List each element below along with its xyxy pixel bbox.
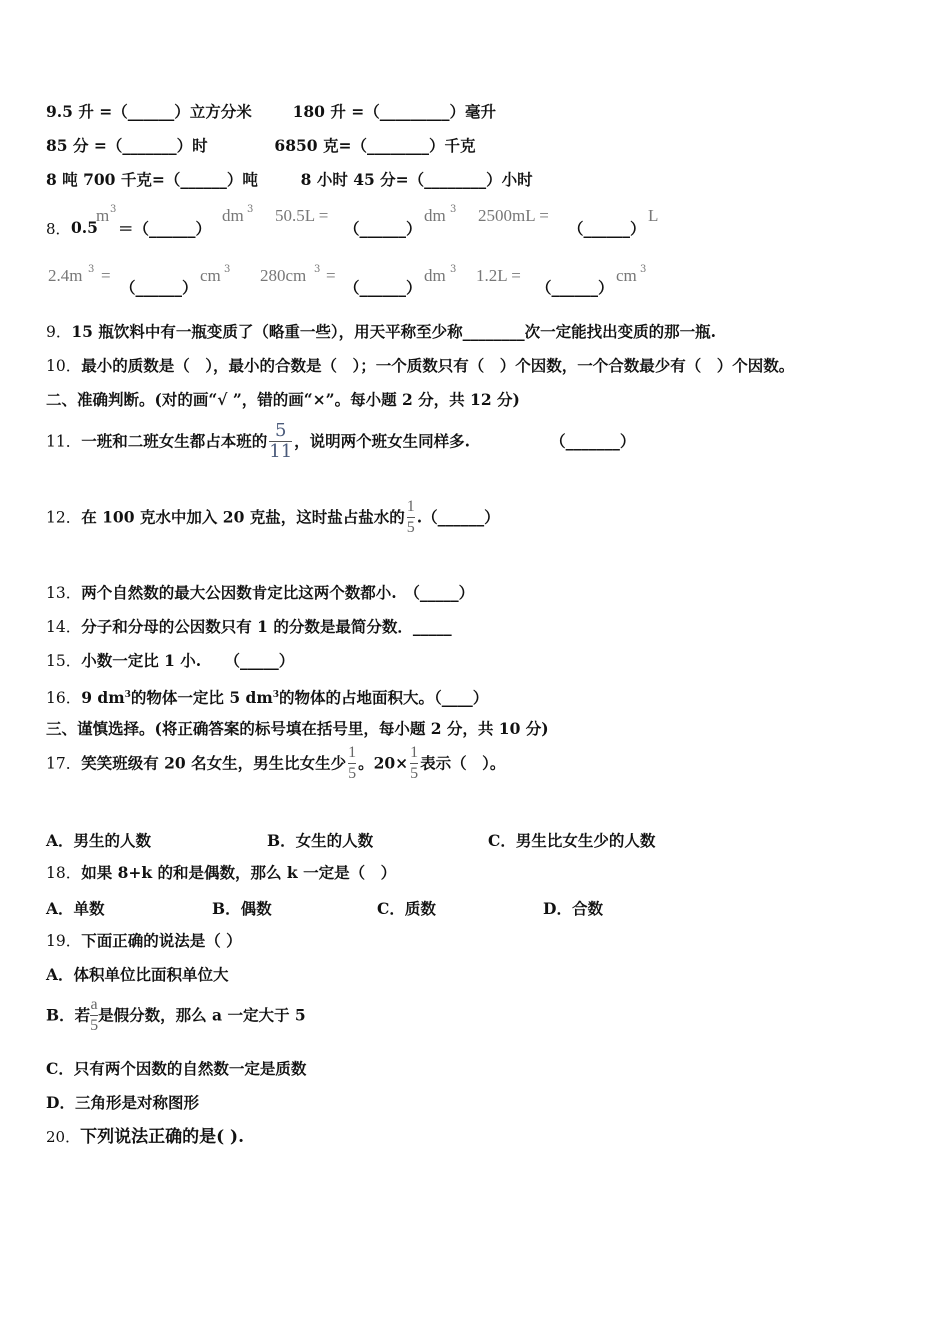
question-text: 下列说法正确的是( ). xyxy=(80,1127,245,1147)
question-text: 笑笑班级有 20 名女生，男生比女生少 xyxy=(81,753,347,773)
question-number: 19． xyxy=(46,932,82,950)
value-2-4m: 2.4m xyxy=(48,266,83,285)
answer-blank: （_______） xyxy=(550,431,636,451)
question-20 xyxy=(46,1127,244,1147)
row-1 xyxy=(46,102,496,122)
value-280cm: 280cm xyxy=(260,266,307,285)
question-text: 两个自然数的最大公因数肯定比这两个数都小. （_____） xyxy=(81,583,475,602)
fraction-1-5 xyxy=(348,744,356,783)
question-number: 8． xyxy=(46,220,71,238)
answer-blank: （______） xyxy=(536,278,614,297)
answer-blank: （______） xyxy=(568,219,646,238)
question-19-option-d xyxy=(46,1093,199,1113)
row-3 xyxy=(46,170,533,190)
denominator: 5 xyxy=(90,1017,99,1034)
unit-dm: dm xyxy=(222,206,244,225)
question-text: 分子和分母的公因数只有 1 的分数是最简分数．_____ xyxy=(81,617,452,636)
unit-m: m xyxy=(96,206,110,225)
question-19-option-c xyxy=(46,1059,306,1079)
question-text-3: 表示（ ）。 xyxy=(420,753,506,773)
option-a: A．男生的人数 xyxy=(46,831,152,850)
row-2 xyxy=(46,136,475,156)
question-19-option-a xyxy=(46,965,229,985)
value-2500mL: 2500mL = xyxy=(478,206,549,225)
numerator: 1 xyxy=(348,744,357,761)
q-9-5-liters: 9.5 升 =（______）立方分米 xyxy=(46,102,252,121)
question-11 xyxy=(46,422,635,478)
q-8-hours: 8 小时 45 分=（________）小时 xyxy=(300,170,533,189)
value-1-2L: 1.2L = xyxy=(476,266,521,285)
fraction-a-5 xyxy=(90,996,98,1035)
fraction-1-5 xyxy=(407,498,415,537)
option-d: D．合数 xyxy=(543,899,603,918)
q-6850-grams: 6850 克=（________）千克 xyxy=(274,136,476,155)
question-number: 16． xyxy=(46,689,82,708)
question-number: 20． xyxy=(46,1128,81,1146)
question-19-option-b xyxy=(46,996,306,1048)
unit-cm: cm xyxy=(616,266,637,285)
question-text: 9 dm xyxy=(81,688,125,708)
question-number: 9． xyxy=(46,323,72,341)
q-8-tons: 8 吨 700 千克=（______）吨 xyxy=(46,170,258,189)
question-number: 10． xyxy=(46,357,82,375)
question-text-3: 的物体的占地面积大。（____） xyxy=(279,688,489,708)
question-number: 18． xyxy=(46,864,82,882)
denominator: 5 xyxy=(348,765,357,782)
superscript: 3 xyxy=(450,204,457,215)
section-3-heading xyxy=(46,719,549,739)
section-2-heading xyxy=(46,390,520,410)
q-85-minutes: 85 分 =（_______）时 xyxy=(46,136,208,155)
section-title: 二、准确判断。(对的画“√ ”，错的画“×”。每小题 2 分，共 12 分) xyxy=(46,390,520,409)
question-text-2: 。20× xyxy=(358,753,409,773)
question-text: 小数一定比 1 小. （_____） xyxy=(81,651,295,670)
question-15 xyxy=(46,651,294,671)
question-text: 15 瓶饮料中有一瓶变质了（略重一些），用天平称至少称________次一定能找出变质的那一瓶. xyxy=(71,322,716,341)
option-a: A．体积单位比面积单位大 xyxy=(46,965,229,984)
numerator: 1 xyxy=(406,498,415,515)
option-c: C．男生比女生少的人数 xyxy=(488,831,656,850)
question-number: 13． xyxy=(46,584,82,602)
question-text-2: 的物体一定比 5 dm xyxy=(130,688,273,708)
q-180-liters: 180 升 =（_________）毫升 xyxy=(292,102,496,121)
answer-blank: ＝（______） xyxy=(118,219,212,238)
question-number: 17． xyxy=(46,754,82,773)
question-number: 15． xyxy=(46,652,82,670)
superscript: 3 xyxy=(88,264,95,275)
question-18 xyxy=(46,863,396,883)
superscript: 3 xyxy=(450,264,457,275)
question-10 xyxy=(46,356,794,376)
superscript: 3 xyxy=(640,264,647,275)
unit-dm: dm xyxy=(424,206,446,225)
denominator: 11 xyxy=(269,441,293,462)
question-text: 下面正确的说法是（ ） xyxy=(81,931,242,950)
question-13 xyxy=(46,583,474,603)
question-number: 14． xyxy=(46,618,82,636)
unit-L: L xyxy=(648,206,659,225)
question-text-2: .（______） xyxy=(416,507,500,527)
question-text-2: ，说明两个班女生同样多. xyxy=(294,431,471,451)
question-text: 如果 8+k 的和是偶数，那么 k 一定是（ ） xyxy=(81,863,397,882)
question-14 xyxy=(46,617,452,637)
option-b: B．偶数 xyxy=(212,899,272,918)
question-number: 12． xyxy=(46,508,82,527)
numerator: a xyxy=(90,996,98,1013)
numerator: 1 xyxy=(410,744,419,761)
option-d: D．三角形是对称图形 xyxy=(46,1093,199,1112)
question-17 xyxy=(46,744,505,804)
denominator: 5 xyxy=(406,519,415,536)
question-9 xyxy=(46,322,716,342)
numerator: 5 xyxy=(274,420,287,441)
question-number: 11． xyxy=(46,432,82,451)
question-19 xyxy=(46,931,242,951)
superscript: 3 xyxy=(247,204,254,215)
option-b: B．女生的人数 xyxy=(267,831,374,850)
option-c: C．只有两个因数的自然数一定是质数 xyxy=(46,1059,307,1078)
value-50-5L: 50.5L = xyxy=(275,206,329,225)
answer-blank: （______） xyxy=(120,278,198,297)
answer-blank: （______） xyxy=(344,278,422,297)
unit-cm: cm xyxy=(200,266,221,285)
superscript: 3 xyxy=(124,690,131,700)
superscript: 3 xyxy=(272,690,280,700)
question-text: 最小的质数是（ ），最小的合数是（ ）；一个质数只有（ ）个因数，一个合数最少有（ ）个因数。 xyxy=(81,356,795,375)
equals: = xyxy=(326,266,336,285)
denominator: 5 xyxy=(410,765,419,782)
question-text: 一班和二班女生都占本班的 xyxy=(81,431,268,451)
question-12 xyxy=(46,498,500,554)
superscript: 3 xyxy=(224,264,231,275)
fraction-5-11 xyxy=(269,422,292,461)
option-a: A．单数 xyxy=(46,899,105,918)
unit-dm: dm xyxy=(424,266,446,285)
option-b-label: B．若 xyxy=(46,1005,91,1025)
fraction-1-5 xyxy=(410,744,418,783)
option-b-text: 是假分数，那么 a 一定大于 5 xyxy=(98,1005,306,1025)
question-text: 在 100 克水中加入 20 克盐，这时盐占盐水的 xyxy=(81,507,405,527)
answer-blank: （______） xyxy=(344,219,422,238)
option-c: C．质数 xyxy=(377,899,436,918)
superscript: 3 xyxy=(110,204,117,215)
question-16 xyxy=(46,685,488,708)
section-title: 三、谨慎选择。(将正确答案的标号填在括号里，每小题 2 分，共 10 分) xyxy=(46,719,549,738)
equals: = xyxy=(101,266,111,285)
superscript: 3 xyxy=(314,264,321,275)
value-0-5: 0.5 xyxy=(71,218,98,237)
